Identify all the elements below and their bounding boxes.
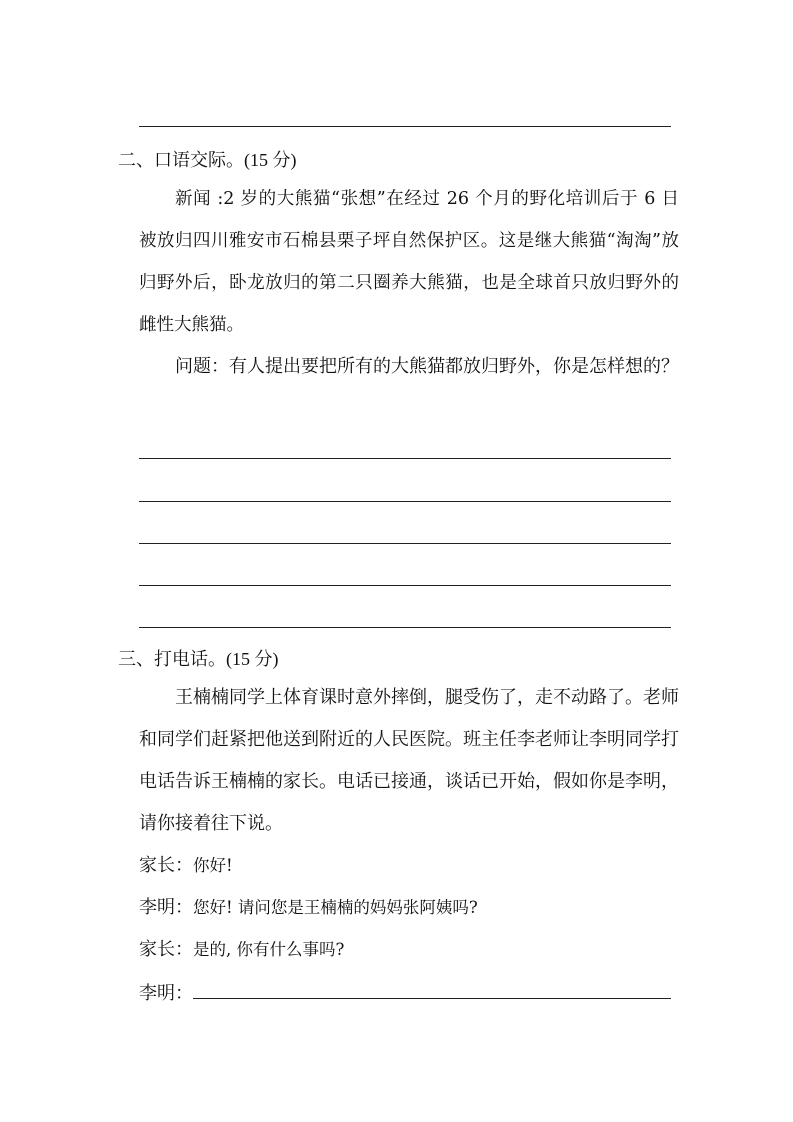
dialog-speaker: 家长： bbox=[139, 939, 193, 960]
answer-line-5[interactable] bbox=[139, 627, 671, 628]
section-3-title: 三、打电话。 bbox=[118, 649, 226, 670]
answer-line-4[interactable] bbox=[139, 585, 671, 586]
news-paragraph: 新闻 :2 岁的大熊猫“张想”在经过 26 个月的野化培训后于 6 日被放归四川雅安市石棉县栗子坪自然保护区。这是继大熊猫“淘淘”放归野外后，卧龙放归的第二只圈养大熊猫，也是全球首只放归野外的雌性大熊猫。 bbox=[139, 189, 679, 335]
answer-line-3[interactable] bbox=[139, 543, 671, 544]
dialog-text: 是的, 你有什么事吗? bbox=[193, 940, 345, 959]
dialog-speaker: 李明： bbox=[139, 983, 193, 1004]
dialog-text: 你好! bbox=[193, 856, 233, 875]
dialog-line bbox=[139, 980, 671, 1006]
section-2-heading bbox=[118, 148, 297, 173]
question-paragraph: 问题：有人提出要把所有的大熊猫都放归野外，你是怎样想的？ bbox=[175, 356, 679, 377]
dialog-speaker: 家长： bbox=[139, 855, 193, 876]
dialog-line bbox=[139, 938, 344, 962]
dialog-line bbox=[139, 896, 478, 920]
section-2-score: (15 分) bbox=[244, 150, 297, 170]
answer-line-1[interactable] bbox=[139, 458, 671, 459]
answer-line-top[interactable] bbox=[139, 126, 671, 127]
dialog-line bbox=[139, 854, 233, 878]
section-3-heading bbox=[118, 647, 279, 672]
answer-line-2[interactable] bbox=[139, 501, 671, 502]
dialog-answer-line[interactable] bbox=[193, 980, 671, 999]
dialog-speaker: 李明： bbox=[139, 897, 193, 918]
section-2-title: 二、口语交际。 bbox=[118, 150, 244, 171]
story-paragraph: 王楠楠同学上体育课时意外摔倒，腿受伤了，走不动路了。老师和同学们赶紧把他送到附近的人民医院。班主任李老师让李明同学打电话告诉王楠楠的家长。电话已接通，谈话已开始，假如你是李明，请你接着往下说。 bbox=[139, 687, 679, 834]
section-3-score: (15 分) bbox=[226, 649, 279, 669]
dialog-text: 您好! 请问您是王楠楠的妈妈张阿姨吗? bbox=[193, 898, 478, 917]
